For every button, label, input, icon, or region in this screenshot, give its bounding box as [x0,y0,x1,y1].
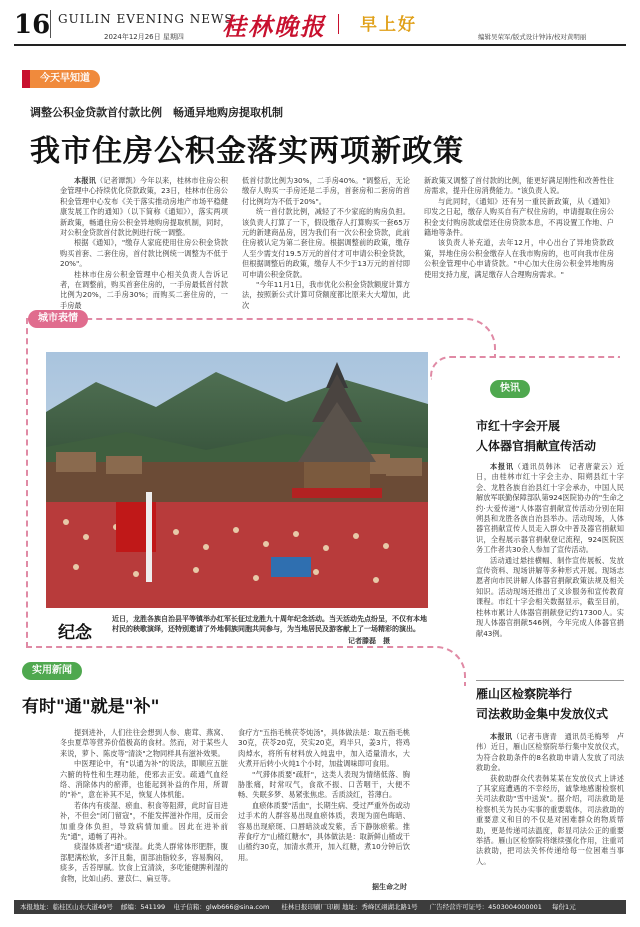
page-number: 16 [14,10,51,40]
editor-credits: 编辑吴荣军/版式设计钟沛/校对黄明丽 [478,33,587,41]
story-col2-para: "今年11月1日，我市优化公积金贷款额度计算方法，按照新公式计算可贷额度都比原来大大增加，此次 [242,280,410,310]
story-col1-para: 根据《通知》，"缴存人家庭使用住房公积金贷款购买首套、二套住房，首付款比例统一调整为不低于20%"。 [60,238,228,269]
kuaixun-title-line2: 人体器官捐献宣传活动 [476,439,597,453]
caption-credit: 记者滕磊 摄 [348,637,390,645]
footer-ad-license: 广告经营许可证号：4503004000001 [429,903,542,911]
paper-en-name: GUILIN EVENING NEWS [58,12,234,26]
story-col3-para: 与此同时，《通知》还有另一重民新政策，从《通知》印发之日起，缴存人购买自有产权住房的，申请提取住房公积金支付购房款或偿还住房贷款本息，不再设置工作地、户籍地等条件。 [424,196,614,238]
kuaixun-text: 近日，由桂林市红十字会主办、阳朔县红十字会、龙胜各族自治县红十字会承办，中国人民解放军联勤保障部队第924医院协办的"生命之约·大爱传递"人体器官捐献宣传活动分别在阳朔县和龙胜各族自治县举办。活动现场，人体器官捐献宣传人员走入群众中普及器官捐献知识，全程展示器官捐献登记流程，924医院医务工作者共30余人参加了宣传活动。 [476,462,624,555]
health-para: 中医理论中，有"以通为补"的说法，即顺应五脏六腑的特性和生理功能，使邪去正安。疏通气血经络、消除体内的瘀滞，也能起到补益的作用，所谓的"补"，意在补其不足，恢复人体机能。 [60,759,228,800]
health-para: 血瘀体质要"活血"，长期生病、受过严重外伤或动过手术的人群容易出现血瘀体质，表现为面色晦暗、容易出现瘀斑、口唇暗淡或发紫，舌下静脉瘀紫。推荐食疗方"山楂红糖水"，具体做法是：取新鲜山楂或干山楂约30克，加清水煮开，加入红糖，煮10分钟后饮用。 [238,800,410,862]
dashed-path-decoration [26,318,46,648]
health-para: 提到进补，人们往往会想到人参、鹿茸、燕窝、冬虫夏草等营养价值极高的食材。然而，对于某些人来说，萝卜、陈皮等"清淡"之物同样具有滋补效果。 [60,728,228,758]
yanshan-para: 获救助群众代表韩某某在发放仪式上讲述了其家庭遭遇的不幸经历，诚挚地感谢检察机关司法救助"雪中送炭"。据介绍，司法救助是检察机关为民办实事的重要载体，司法救助的重要意义和目的不仅是对困难群众的物质帮助，更是传递司法温度，彰显司法公正的重要举措。雁山区检察院将继续强化作用，注重司法救助，把司法关怀传递给每一位困难当事人。 [476,773,624,866]
kuaixun-para [476,462,624,556]
section-divider [476,680,624,681]
city-scene-tag: 城市表情 [28,310,88,328]
kicker-banner: 今天早知道 [30,70,100,88]
section-name: 早上好 [360,15,417,35]
yanshan-title [476,684,624,724]
health-para: 食疗方"五指毛桃茯苓炖汤"，具体做法是：取五指毛桃30克，茯苓20克，芡实20克，鸡半只，姜3片，将鸡肉焯水，将所有材料放入炖盅中，加入适量清水，大火煮开后转小火炖1个小时，加盐调味即可食用。 [238,728,410,769]
health-credit: 据生命之时 [372,883,407,891]
top-story [0,46,640,310]
caption-text: 近日，龙胜各族自治县平等镇举办红军长征过龙胜九十周年纪念活动。当天活动先点纷呈，不仅有本地村民的秧歌演绎，还特别邀请了外地侗族同胞共同参与，为当地居民及游客献上了一场精彩的演出。 [112,615,427,633]
kuaixun-tag: 快讯 [490,380,530,398]
health-col-2 [238,728,410,880]
footer-email: 电子信箱：glwb666@sina.com [173,903,270,911]
story-byline-note: （记者谭凯） [96,176,141,185]
kuaixun-para: 活动通过悬挂横幅、制作宣传展板、发放宣传资料、现场讲解等多种形式开展。现场志愿者向市民讲解人体器官捐献政策法规及相关知识。活动现场还推出了义诊服务和宣传教育课程。市红十字会相关数据显示，截至目前，桂林市累计人体器官捐献登记约17300人。实现人体器官捐献546例，今年完成人体器官捐献43例。 [476,555,624,638]
story-byline: 本报讯 [74,176,97,185]
footer-price: 每份1元 [552,903,576,911]
story-col1-para [60,176,228,238]
yanshan-title-line1: 雁山区检察院举行 [476,687,573,701]
yanshan-article [476,684,624,894]
kuaixun-article [476,416,624,648]
health-headline: 有时"通"就是"补" [22,697,160,717]
festival-photo [46,352,428,608]
kuaixun-title-line1: 市红十字会开展 [476,419,561,433]
festival-photo-illustration [46,352,428,608]
story-col2-para: 低首付款比例为30%，二手房40%。"调整后，无论缴存人购买一手房还是二手房，首套房和二套房的首付比例均为不低于20%"。 [242,176,410,206]
yanshan-byline-note: （记者韦唐青 通讯员毛梅琴 卢伟） [476,732,624,752]
footer-post: 邮编：541199 [120,903,166,911]
kuaixun-byline-note: （通讯员韩沐 记者唐蒙云） [513,462,617,471]
issue-date-text: 2024年12月26日 [104,33,161,41]
dashed-path-decoration [26,646,466,686]
paper-logo: 桂林晚报 [222,12,326,41]
health-para: 痰湿体质者"通"痰湿。此类人群常体形肥胖，腹部肥满松软，多汗且黏，面部油脂较多，容易胸闷，痰多，舌苔厚腻。饮食上宜清淡，多吃能健脾利湿的食物，比如山药、薏苡仁、扁豆等。 [60,842,228,883]
footer-print: 桂林日报印刷厂印刷 地址：秀峰区翊湖北路1号 [281,903,418,911]
issue-date [104,32,184,42]
health-tag: 实用新闻 [22,662,82,680]
health-para: 若体内有痰湿、瘀血、积食等阻滞，此时盲目进补，不但会"闭门留寇"，不能发挥滋补作用，反而会加重身体负担，导致病情加重。因此在进补前先"通"，通畅了再补。 [60,800,228,842]
yanshan-byline: 本报讯 [490,732,513,741]
story-headline: 我市住房公积金落实两项新政策 [30,134,464,169]
yanshan-title-line2: 司法救助金集中发放仪式 [476,707,609,721]
story-col3-para: 新政策又调整了首付款的比例，能更好满足刚性和改善性住房需求，提升住房消费能力。"该负责人说。 [424,176,614,196]
yanshan-text: 近日，雁山区检察院举行集中发放仪式，为符合救助条件的8名救助申请人发放了司法救助金。 [476,742,624,773]
logo-separator [338,14,339,34]
dashed-path-decoration [430,356,620,380]
page-header [0,0,640,46]
story-col2-para: 统一首付款比例，减轻了不少家庭的购房负担。该负责人打算了一下，假设缴存人打算购买一套65万元的新建商品房，因为我们有一次公积金贷款，此前住房被认定为第二套住房。根据调整前的政策，缴存人至少需支付19.5万元的首付才可申请公积金贷款，但根据调整后的政策，缴存人不少于13万元的首付即可申请公积金贷款。 [242,207,410,279]
header-divider [50,10,51,38]
story-col1-text: 今年以来，桂林市住房公积金管理中心持续优化贷款政策，23日，桂林市住房公积金管理中心发布《关于落实推动房地产市场平稳健康发展工作的通知》（以下简称《通知》），落实两项新政策，畅通住房公积金异地购房提取机制，同时，对公积金贷款首付款比例进行统一调整。 [60,176,228,238]
kuaixun-byline: 本报讯 [490,462,514,471]
yanshan-para [476,732,624,774]
page-footer [14,900,626,914]
photo-caption [46,612,430,648]
caption-title: 纪念 [58,623,92,643]
health-para: "气滞体质要"疏肝"，这类人表现为情绪低落、胸胁胀痛，时常叹气，食欲不振、口苦咽干，大便不畅、失眠多梦、易紧张焦虑。舌质淡红，苔薄白。 [238,769,410,800]
kuaixun-body [476,462,624,644]
footer-address: 本报地址：临桂区山水大道49号 [20,903,113,911]
story-col3-para: 该负责人补充道，去年12月，中心出台了异地贷款政策，异地住房公积金缴存人在我市购房的，也可向我市住房公积金管理中心申请贷款。"中心加大住房公积金异地购房使用支持力度，满足缴存人合理购房需求。" [424,238,614,279]
issue-weekday: 星期四 [162,33,184,41]
story-col1-para: 桂林市住房公积金管理中心相关负责人告诉记者，在调整前，购买首套住房的，一手房最低首付款比例为20%，二手房30%；而购买二套住房的，一手房最 [60,269,228,310]
kuaixun-title [476,416,624,456]
story-subhead: 调整公积金贷款首付款比例 畅通异地购房提取机制 [30,106,283,119]
health-col-1 [60,728,228,896]
yanshan-body [476,732,624,892]
kicker-accent [22,70,30,88]
